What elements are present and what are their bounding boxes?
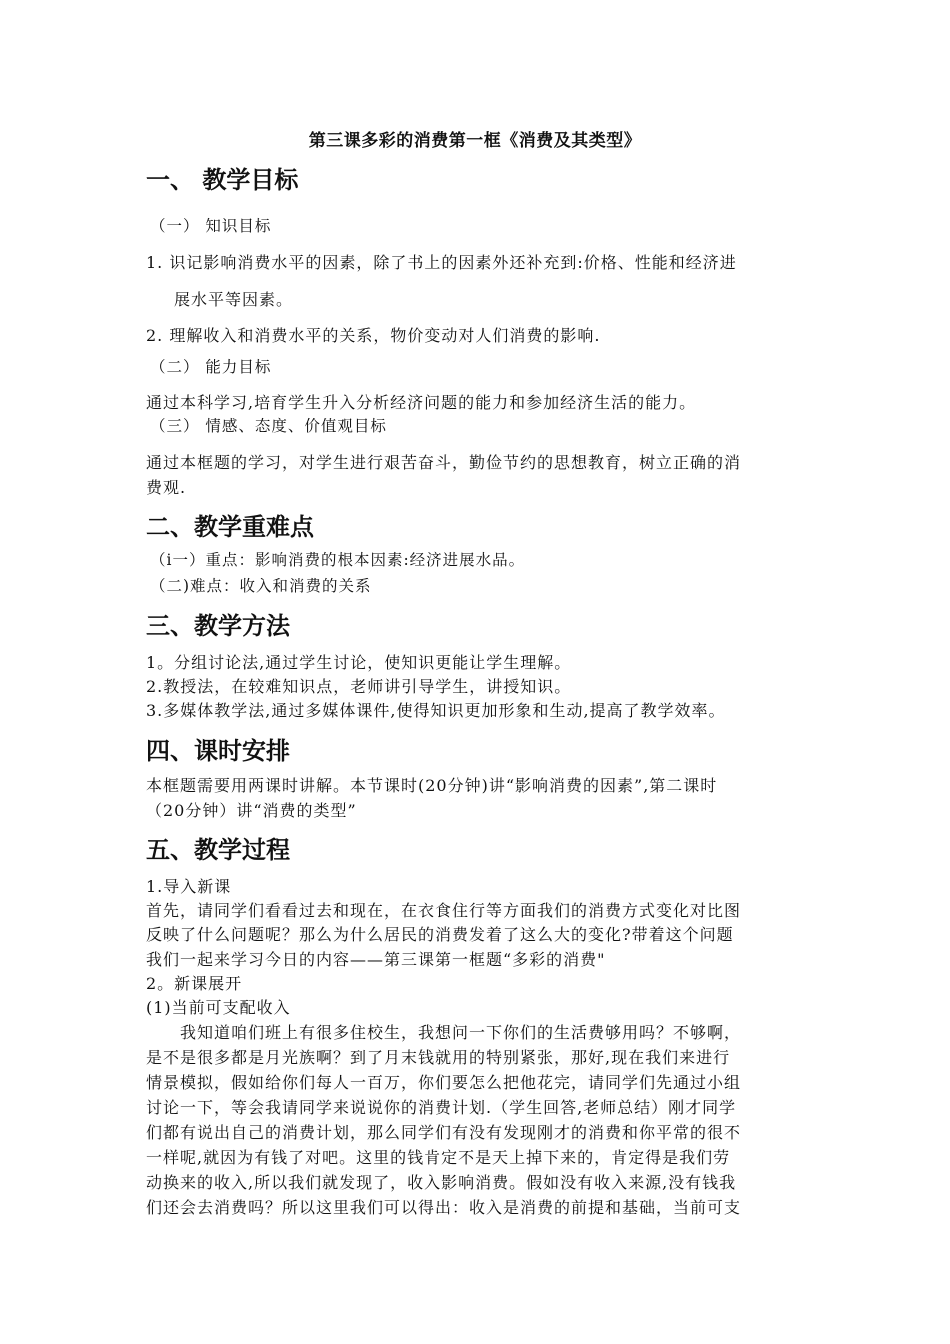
section-heading-process: 五、教学过程 <box>146 836 290 864</box>
knowledge-goal-2: 2. 理解收入和消费水平的关系，物价变动对人们消费的影响. <box>146 326 601 345</box>
process-text-1: 首先，请同学们看看过去和现在，在衣食住行等方面我们的消费方式变化对比图 <box>146 901 742 920</box>
emotion-goal-cont: 费观. <box>146 478 187 497</box>
process-step-2: 2。新课展开 <box>146 974 243 993</box>
body-text-8: 们还会去消费吗？所以这里我们可以得出：收入是消费的前提和基础，当前可支 <box>146 1198 742 1217</box>
section-heading-goals: 一、 教学目标 <box>146 166 299 194</box>
emotion-goal: 通过本框题的学习，对学生进行艰苦奋斗，勤俭节约的思想教育，树立正确的消 <box>146 453 742 472</box>
process-step-1: 1.导入新课 <box>146 877 232 896</box>
body-text-6: 一样呢,就因为有钱了对吧。这里的钱肯定不是天上掉下来的，肯定得是我们劳 <box>146 1148 731 1167</box>
difficult-point: （二)难点：收入和消费的关系 <box>150 577 372 595</box>
method-2: 2.教授法，在较难知识点，老师讲引导学生，讲授知识。 <box>146 677 572 696</box>
section-heading-keypoints: 二、教学重难点 <box>146 513 314 541</box>
process-subheading: (1)当前可支配收入 <box>146 998 291 1017</box>
section-heading-schedule: 四、课时安排 <box>146 737 290 765</box>
body-text-2: 是不是很多都是月光族啊？到了月末钱就用的特别紧张，那好,现在我们来进行 <box>146 1048 731 1067</box>
body-text-4: 讨论一下，等会我请同学来说说你的消费计划.（学生回答,老师总结）刚才同学 <box>146 1098 737 1117</box>
body-text-3: 情景模拟，假如给你们每人一百万，你们要怎么把他花完，请同学们先通过小组 <box>146 1073 742 1092</box>
knowledge-goals-heading: （一） 知识目标 <box>150 217 272 235</box>
document-title: 第三课多彩的消费第一框《消费及其类型》 <box>308 131 642 151</box>
schedule-text-cont: （20分钟）讲“消费的类型” <box>146 801 357 820</box>
emotion-goals-heading: （三） 情感、态度、价值观目标 <box>150 417 387 435</box>
knowledge-goal-1-cont: 展水平等因素。 <box>174 290 294 309</box>
ability-goal: 通过本科学习,培育学生升入分析经济问题的能力和参加经济生活的能力。 <box>146 393 697 412</box>
body-text-7: 动换来的收入,所以我们就发现了，收入影响消费。假如没有收入来源,没有钱我 <box>146 1173 737 1192</box>
key-point: （i一）重点：影响消费的根本因素:经济进展水品。 <box>150 551 526 569</box>
process-text-2: 反映了什么问题呢？那么为什么居民的消费发着了这么大的变化?带着这个问题 <box>146 925 734 944</box>
body-text-1: 我知道咱们班上有很多住校生，我想问一下你们的生活费够用吗？不够啊， <box>180 1023 742 1042</box>
knowledge-goal-1: 1. 识记影响消费水平的因素，除了书上的因素外还补充到:价格、性能和经济进 <box>146 253 737 272</box>
method-3: 3.多媒体教学法,通过多媒体课件,使得知识更加形象和生动,提高了教学效率。 <box>146 701 726 720</box>
section-heading-methods: 三、教学方法 <box>146 612 290 640</box>
ability-goals-heading: （二） 能力目标 <box>150 358 272 376</box>
schedule-text: 本框题需要用两课时讲解。本节课时(20分钟)讲“影响消费的因素”,第二课时 <box>146 776 718 795</box>
body-text-5: 们都有说出自己的消费计划，那么同学们有没有发现刚才的消费和你平常的很不 <box>146 1123 742 1142</box>
process-text-3: 我们一起来学习今日的内容——第三课第一框题“多彩的消费" <box>146 950 606 969</box>
method-1: 1。分组讨论法,通过学生讨论，使知识更能让学生理解。 <box>146 653 572 672</box>
